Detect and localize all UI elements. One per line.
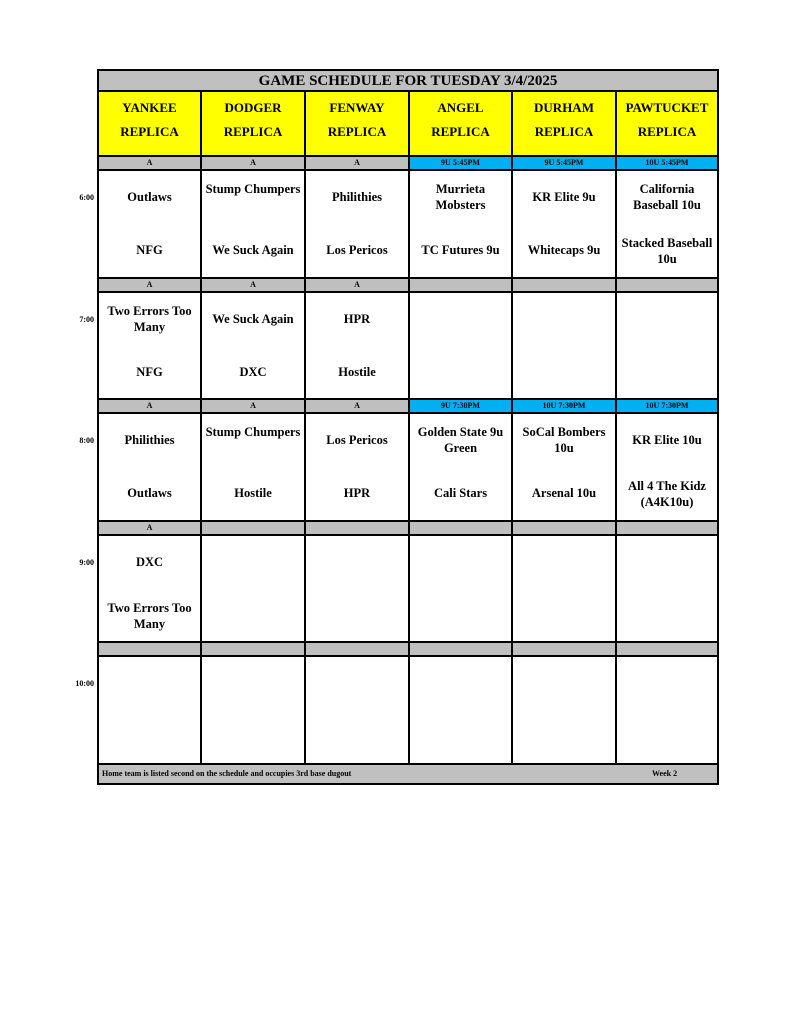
division-label: 9U 7:30PM bbox=[410, 400, 513, 414]
game-cell bbox=[306, 657, 410, 765]
division-label: A bbox=[306, 400, 410, 414]
field-subtitle: REPLICA bbox=[327, 124, 387, 139]
game-cell bbox=[617, 293, 717, 401]
division-label bbox=[617, 279, 717, 293]
field-header-row bbox=[99, 92, 717, 157]
game-row bbox=[99, 657, 717, 765]
division-label: 10U 7:30PM bbox=[617, 400, 717, 414]
field-header-durham bbox=[513, 92, 617, 157]
division-label: A bbox=[99, 279, 202, 293]
away-team: Outlaws bbox=[127, 190, 172, 204]
game-cell bbox=[306, 293, 410, 401]
field-header-fenway bbox=[306, 92, 410, 157]
field-subtitle: REPLICA bbox=[637, 124, 697, 139]
away-team: SoCal Bombers 10u bbox=[522, 425, 606, 456]
game-cell bbox=[202, 657, 306, 765]
schedule-table bbox=[97, 69, 719, 785]
time-label: 6:00 bbox=[79, 193, 94, 202]
division-label bbox=[410, 643, 513, 657]
home-team: We Suck Again bbox=[212, 243, 294, 257]
game-cell bbox=[306, 536, 410, 644]
away-team: Los Pericos bbox=[326, 433, 388, 448]
slot-label-row bbox=[99, 522, 717, 536]
away-team: Philithies bbox=[124, 433, 175, 448]
division-label: A bbox=[202, 400, 306, 414]
field-subtitle: REPLICA bbox=[223, 124, 283, 139]
division-label bbox=[306, 643, 410, 657]
division-label: 9U 5:45PM bbox=[513, 157, 617, 171]
field-name: ANGEL bbox=[437, 100, 484, 115]
home-team: NFG bbox=[136, 243, 163, 257]
game-row bbox=[99, 536, 717, 644]
time-label: 7:00 bbox=[79, 314, 94, 324]
away-team: KR Elite 10u bbox=[632, 433, 702, 448]
game-cell bbox=[99, 657, 202, 765]
game-cell bbox=[410, 536, 513, 644]
field-header-yankee bbox=[99, 92, 202, 157]
home-team: Hostile bbox=[234, 486, 272, 501]
game-cell bbox=[99, 536, 202, 644]
division-label bbox=[99, 643, 202, 657]
game-cell bbox=[617, 657, 717, 765]
game-cell bbox=[410, 293, 513, 401]
home-team: NFG bbox=[136, 364, 163, 379]
game-row bbox=[99, 414, 717, 522]
field-name: YANKEE bbox=[122, 100, 177, 115]
division-label bbox=[617, 522, 717, 536]
field-header-pawtucket bbox=[617, 92, 717, 157]
time-label: 10:00 bbox=[75, 679, 94, 689]
away-team: KR Elite 9u bbox=[532, 190, 596, 204]
division-label: A bbox=[306, 279, 410, 293]
game-row bbox=[99, 293, 717, 401]
game-cell bbox=[99, 414, 202, 522]
field-name: FENWAY bbox=[329, 100, 385, 115]
game-cell bbox=[513, 414, 617, 522]
division-label bbox=[202, 643, 306, 657]
away-team: DXC bbox=[135, 554, 164, 569]
game-cell bbox=[99, 171, 202, 279]
game-cell bbox=[513, 293, 617, 401]
division-label bbox=[513, 279, 617, 293]
schedule-footer bbox=[99, 765, 717, 783]
game-cell bbox=[513, 657, 617, 765]
game-cell bbox=[617, 536, 717, 644]
division-label: A bbox=[99, 157, 202, 171]
away-team: Stump Chumpers bbox=[205, 425, 301, 440]
away-team: California Baseball 10u bbox=[633, 182, 701, 212]
home-team: HPR bbox=[343, 486, 371, 501]
game-cell bbox=[306, 171, 410, 279]
week-label: Week 2 bbox=[652, 769, 678, 778]
field-subtitle: REPLICA bbox=[120, 124, 179, 139]
away-team: Golden State 9u Green bbox=[417, 425, 504, 456]
division-label bbox=[202, 522, 306, 536]
away-team: Stump Chumpers bbox=[205, 182, 301, 196]
away-team: We Suck Again bbox=[212, 311, 294, 326]
game-cell bbox=[513, 171, 617, 279]
division-label bbox=[410, 522, 513, 536]
division-label: A bbox=[202, 279, 306, 293]
game-cell bbox=[202, 171, 306, 279]
home-team: Los Pericos bbox=[326, 243, 388, 257]
game-cell bbox=[99, 293, 202, 401]
game-cell bbox=[202, 414, 306, 522]
home-team: Outlaws bbox=[127, 486, 172, 501]
division-label bbox=[513, 522, 617, 536]
game-cell bbox=[410, 171, 513, 279]
home-team: TC Futures 9u bbox=[421, 243, 500, 257]
game-cell bbox=[617, 171, 717, 279]
away-team: HPR bbox=[343, 311, 371, 326]
home-team: All 4 The Kidz (A4K10u) bbox=[628, 479, 706, 510]
division-label: A bbox=[202, 157, 306, 171]
game-row bbox=[99, 171, 717, 279]
division-label bbox=[617, 643, 717, 657]
division-label: 10U 7:30PM bbox=[513, 400, 617, 414]
away-team: Two Errors Too Many bbox=[107, 303, 192, 334]
home-team: Cali Stars bbox=[433, 486, 488, 501]
home-team: Stacked Baseball 10u bbox=[621, 236, 713, 266]
game-cell bbox=[202, 293, 306, 401]
away-team: Philithies bbox=[331, 190, 382, 204]
home-team: Two Errors Too Many bbox=[107, 600, 192, 631]
game-cell bbox=[202, 536, 306, 644]
division-label bbox=[306, 522, 410, 536]
division-label: A bbox=[99, 400, 202, 414]
field-subtitle: REPLICA bbox=[431, 124, 490, 139]
field-name: DURHAM bbox=[534, 100, 594, 115]
game-cell bbox=[617, 414, 717, 522]
division-label: A bbox=[99, 522, 202, 536]
game-cell bbox=[306, 414, 410, 522]
home-team: Hostile bbox=[338, 364, 376, 379]
away-team: Murrieta Mobsters bbox=[435, 182, 486, 212]
division-label: A bbox=[306, 157, 410, 171]
slot-label-row bbox=[99, 400, 717, 414]
home-team-note: Home team is listed second on the schedule and occupies 3rd base dugout bbox=[102, 769, 352, 778]
game-cell bbox=[513, 536, 617, 644]
time-label: 8:00 bbox=[79, 436, 94, 446]
division-label bbox=[410, 279, 513, 293]
field-name: DODGER bbox=[224, 100, 282, 115]
division-label: 10U 5:45PM bbox=[617, 157, 717, 171]
slot-label-row bbox=[99, 157, 717, 171]
home-team: Whitecaps 9u bbox=[527, 243, 601, 257]
division-label: 9U 5:45PM bbox=[410, 157, 513, 171]
field-subtitle: REPLICA bbox=[534, 124, 594, 139]
schedule-title: GAME SCHEDULE FOR TUESDAY 3/4/2025 bbox=[99, 71, 717, 92]
home-team: Arsenal 10u bbox=[531, 486, 597, 501]
division-label bbox=[513, 643, 617, 657]
field-header-dodger bbox=[202, 92, 306, 157]
slot-label-row bbox=[99, 279, 717, 293]
field-header-angel bbox=[410, 92, 513, 157]
game-cell bbox=[410, 414, 513, 522]
field-name: PAWTUCKET bbox=[625, 100, 709, 115]
slot-label-row bbox=[99, 643, 717, 657]
time-label: 9:00 bbox=[79, 557, 94, 567]
home-team: DXC bbox=[239, 364, 267, 379]
game-cell bbox=[410, 657, 513, 765]
